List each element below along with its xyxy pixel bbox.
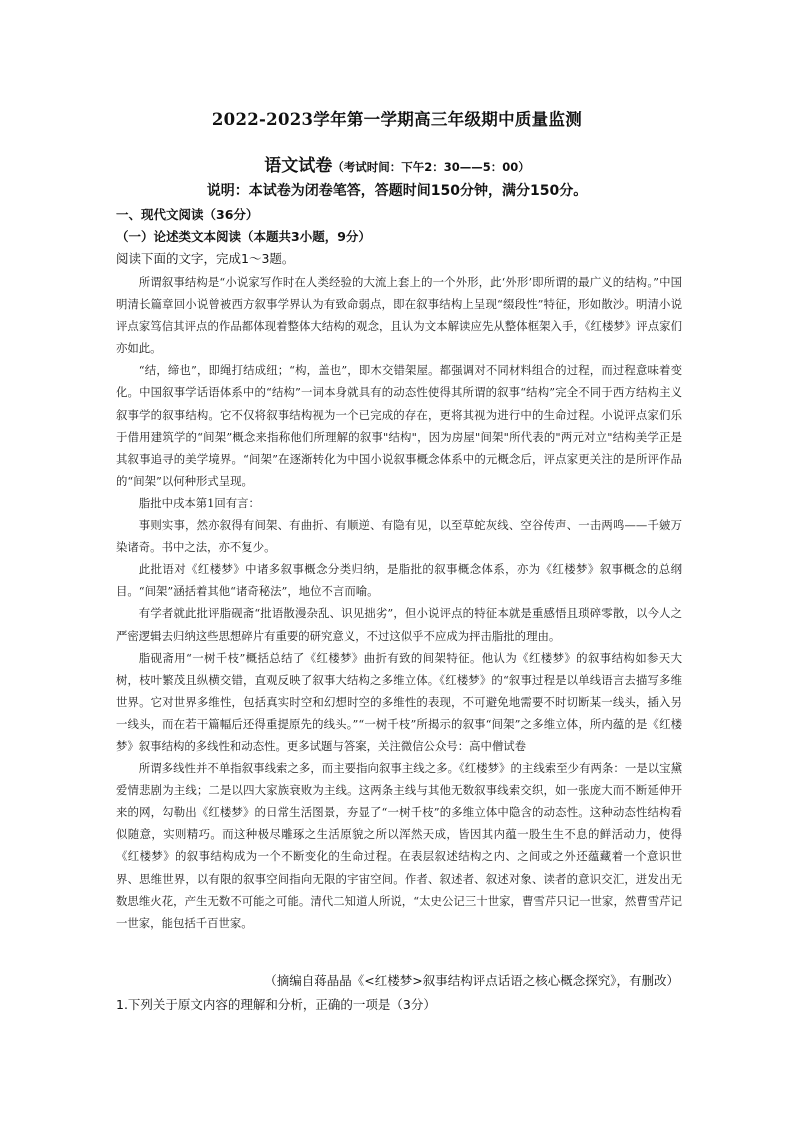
passage-paragraph: 有学者就此批评脂砚斋“批语散漫杂乱、识见拙劣”，但小说评点的特征本就是重感悟且琐碎零散，以今人之严密逻辑去归纳这些思想碎片有重要的研究意义，不过这似乎不应成为抨击脂批的理由。 <box>116 606 682 643</box>
passage-paragraph: 脂砚斋用“一树千枝”概括总结了《红楼梦》曲折有致的间架特征。他认为《红楼梦》的叙事结构如参天大树，枝叶繁茂且纵横交错，直观反映了叙事大结构之多维立体。《红楼梦》的“叙事过程是以单线语言去描写多维世界。它对世界多维性，包括真实时空和幻想时空的多维性的表现，不可避免地需要不时切断某一线头，插入另一线头，而在若干篇幅后还得重提原先的线头。”“一树千枝”所揭示的叙事“间架”之多维立体，所内蕴的是《红楼梦》叙事结构的多线性和动态性。更多试题与答案，关注微信公众号：高中僧试卷 <box>116 650 682 753</box>
reading-instruction: 阅读下面的文字，完成1～3题。 <box>116 251 295 266</box>
exam-time: （考试时间：下午2：30——5：00） <box>332 160 530 174</box>
passage-paragraph: 脂批中戌本第1回有言： <box>138 495 260 510</box>
passage-paragraph: 所谓叙事结构是“小说家写作时在人类经验的大流上套上的一个外形，此‘外形’即所谓的最广义的结构。”中国明清长篇章回小说曾被西方叙事学界认为有致命弱点，即在叙事结构上呈现“缀段性”特征，形如散沙。明清小说评点家笃信其评点的作品都体现着整体大结构的观念，且认为文本解读应先从整体框架入手，《红楼梦》评点家们亦如此。 <box>116 275 682 356</box>
exam-subtitle <box>0 151 794 176</box>
section-heading-argumentative: （一）论述类文本阅读（本题共3小题，9分） <box>116 229 371 244</box>
passage-source: （摘编自蒋晶晶《<红楼梦>叙事结构评点话语之核心概念探究》，有删改） <box>264 973 679 988</box>
exam-title: 2022-2023学年第一学期高三年级期中质量监测 <box>211 110 583 129</box>
passage-paragraph: 所谓多线性并不单指叙事线索之多，而主要指向叙事主线之多。《红楼梦》的主线索至少有两条：一是以宝黛爱情悲剧为主线；二是以四大家族衰败为主线。这两条主线与其他无数叙事线索交织，如一张庞大而不断延伸开来的网，勾勒出《红楼梦》的日常生活图景，夯显了“一树千枝”的多维立体中隐含的动态性。这种动态性结构看似随意，实则精巧。而这种极尽雕琢之生活原貌之所以浑然天成，皆因其内蕴一股生生不息的鲜活动力，使得《红楼梦》的叙事结构成为一个不断变化的生命过程。在表层叙述结构之内、之间或之外还蕴藏着一个意识世界、思维世界，以有限的叙事空间指向无限的宇宙空间。作者、叙述者、叙述对象、读者的意识交汇，迸发出无数思维火花，产生无数不可能之可能。清代二知道人所说，“太史公记三十世家，曹雪芹只记一世家，然曹雪芹记一世家，能包括千百世家。 <box>116 761 682 930</box>
subject-name: 语文试卷 <box>264 156 333 176</box>
section-heading-part1: 一、现代文阅读（36分） <box>116 207 259 222</box>
passage-paragraph: “结，缔也”，即绳打结成纽；“构，盖也”，即木交错架屋。都强调对不同材料组合的过程，而过程意味着变化。中国叙事学话语体系中的“结构”一词本身就具有的动态性使得其所谓的叙事“结构”完全不同于西方结构主义叙事学的叙事结构。它不仅将叙事结构视为一个已完成的存在，更将其视为进行中的生命过程。小说评点家们乐于借用建筑学的“间架”概念来指称他们所理解的叙事"结构"，因为房屋"间架"所代表的"两元对立"结构美学正是其叙事追寻的美学境界。“间架”在逐渐转化为中国小说叙事概念体系中的元概念后，评点家更关注的是所评作品的“间架”以何种形式呈现。 <box>116 363 682 488</box>
reading-passage <box>116 271 682 934</box>
exam-note: 说明：本试卷为闭卷笔答，答题时间150分钟，满分150分。 <box>206 183 588 199</box>
passage-paragraph: 此批语对《红楼梦》中诸多叙事概念分类归纳，是脂批的叙事概念体系，亦为《红楼梦》叙事概念的总纲目。“间架”涵括着其他“诸奇秘法”，地位不言而喻。 <box>116 562 682 599</box>
passage-quote: 事则实事，然亦叙得有间架、有曲折、有顺逆、有隐有见，以至草蛇灰线、空谷传声、一击两鸣——千皴万染诸奇。书中之法，亦不复少。 <box>116 518 682 555</box>
question-1: 1.下列关于原文内容的理解和分析，正确的一项是（3分） <box>116 997 436 1012</box>
